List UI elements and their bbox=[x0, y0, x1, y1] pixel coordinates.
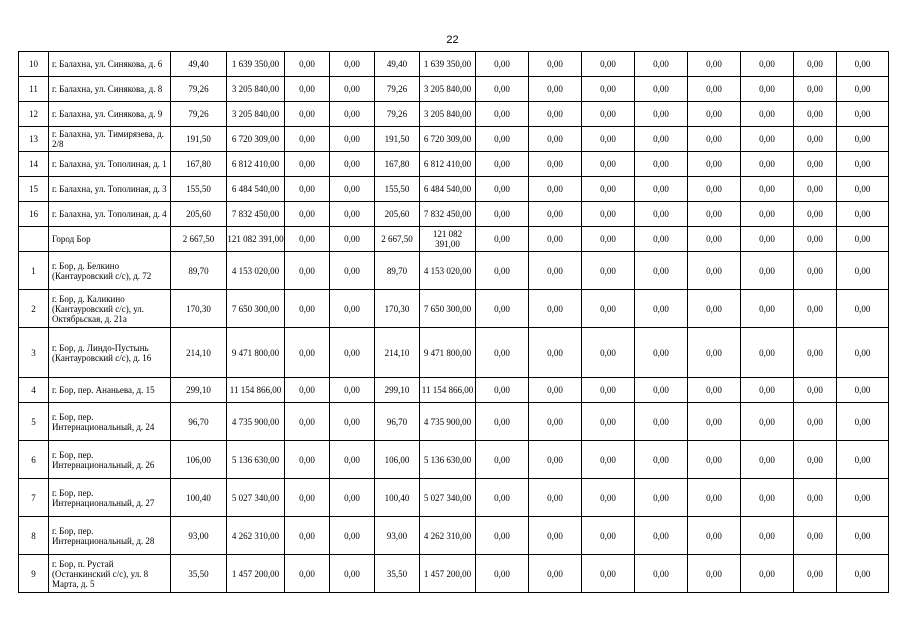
value-cell: 0,00 bbox=[837, 328, 889, 378]
value-cell: 0,00 bbox=[794, 555, 837, 593]
address-cell: г. Бор, пер. Ананьева, д. 15 bbox=[49, 378, 171, 403]
area-cell: 35,50 bbox=[375, 555, 420, 593]
value-cell: 0,00 bbox=[688, 290, 741, 328]
area-cell: 49,40 bbox=[375, 52, 420, 77]
address-cell: г. Балахна, ул. Тополиная, д. 1 bbox=[49, 152, 171, 177]
value-cell: 0,00 bbox=[837, 52, 889, 77]
value-cell: 0,00 bbox=[837, 403, 889, 441]
cost-cell: 4 735 900,00 bbox=[227, 403, 285, 441]
cost-cell: 5 136 630,00 bbox=[420, 441, 476, 479]
row-number bbox=[19, 227, 49, 252]
row-number: 6 bbox=[19, 441, 49, 479]
value-cell: 0,00 bbox=[688, 227, 741, 252]
value-cell: 0,00 bbox=[476, 127, 529, 152]
cost-cell: 4 262 310,00 bbox=[420, 517, 476, 555]
area-cell: 96,70 bbox=[375, 403, 420, 441]
table-row bbox=[19, 479, 889, 517]
value-cell: 0,00 bbox=[794, 152, 837, 177]
value-cell: 0,00 bbox=[741, 555, 794, 593]
cost-cell: 7 832 450,00 bbox=[420, 202, 476, 227]
address-cell: г. Балахна, ул. Синякова, д. 6 bbox=[49, 52, 171, 77]
value-cell: 0,00 bbox=[285, 328, 330, 378]
value-cell: 0,00 bbox=[330, 403, 375, 441]
value-cell: 0,00 bbox=[330, 378, 375, 403]
value-cell: 0,00 bbox=[330, 328, 375, 378]
cost-cell: 121 082 391,00 bbox=[420, 227, 476, 252]
value-cell: 0,00 bbox=[741, 177, 794, 202]
table-row bbox=[19, 252, 889, 290]
cost-cell: 3 205 840,00 bbox=[227, 102, 285, 127]
cost-cell: 7 650 300,00 bbox=[420, 290, 476, 328]
row-number: 14 bbox=[19, 152, 49, 177]
value-cell: 0,00 bbox=[794, 227, 837, 252]
value-cell: 0,00 bbox=[837, 378, 889, 403]
value-cell: 0,00 bbox=[688, 328, 741, 378]
cost-cell: 6 812 410,00 bbox=[227, 152, 285, 177]
value-cell: 0,00 bbox=[837, 479, 889, 517]
value-cell: 0,00 bbox=[582, 378, 635, 403]
row-number: 7 bbox=[19, 479, 49, 517]
value-cell: 0,00 bbox=[285, 378, 330, 403]
value-cell: 0,00 bbox=[635, 227, 688, 252]
value-cell: 0,00 bbox=[476, 177, 529, 202]
value-cell: 0,00 bbox=[476, 479, 529, 517]
value-cell: 0,00 bbox=[837, 152, 889, 177]
value-cell: 0,00 bbox=[582, 77, 635, 102]
table-row bbox=[19, 77, 889, 102]
area-cell: 167,80 bbox=[171, 152, 227, 177]
value-cell: 0,00 bbox=[476, 77, 529, 102]
value-cell: 0,00 bbox=[688, 403, 741, 441]
address-cell: г. Бор, пер. Интернациональный, д. 24 bbox=[49, 403, 171, 441]
cost-cell: 4 262 310,00 bbox=[227, 517, 285, 555]
area-cell: 299,10 bbox=[375, 378, 420, 403]
value-cell: 0,00 bbox=[635, 202, 688, 227]
value-cell: 0,00 bbox=[688, 202, 741, 227]
cost-cell: 1 639 350,00 bbox=[420, 52, 476, 77]
value-cell: 0,00 bbox=[582, 52, 635, 77]
value-cell: 0,00 bbox=[741, 479, 794, 517]
cost-cell: 6 484 540,00 bbox=[420, 177, 476, 202]
value-cell: 0,00 bbox=[837, 127, 889, 152]
value-cell: 0,00 bbox=[794, 177, 837, 202]
value-cell: 0,00 bbox=[582, 177, 635, 202]
value-cell: 0,00 bbox=[688, 152, 741, 177]
value-cell: 0,00 bbox=[794, 202, 837, 227]
value-cell: 0,00 bbox=[285, 290, 330, 328]
value-cell: 0,00 bbox=[635, 517, 688, 555]
address-cell: г. Бор, пер. Интернациональный, д. 28 bbox=[49, 517, 171, 555]
value-cell: 0,00 bbox=[330, 202, 375, 227]
value-cell: 0,00 bbox=[635, 102, 688, 127]
value-cell: 0,00 bbox=[285, 403, 330, 441]
value-cell: 0,00 bbox=[476, 102, 529, 127]
value-cell: 0,00 bbox=[688, 252, 741, 290]
cost-cell: 6 720 309,00 bbox=[227, 127, 285, 152]
cost-cell: 3 205 840,00 bbox=[420, 77, 476, 102]
row-number: 2 bbox=[19, 290, 49, 328]
value-cell: 0,00 bbox=[837, 441, 889, 479]
table-row bbox=[19, 378, 889, 403]
area-cell: 2 667,50 bbox=[375, 227, 420, 252]
value-cell: 0,00 bbox=[582, 152, 635, 177]
area-cell: 170,30 bbox=[375, 290, 420, 328]
value-cell: 0,00 bbox=[529, 517, 582, 555]
value-cell: 0,00 bbox=[741, 517, 794, 555]
table-row bbox=[19, 177, 889, 202]
value-cell: 0,00 bbox=[794, 517, 837, 555]
cost-cell: 1 457 200,00 bbox=[227, 555, 285, 593]
value-cell: 0,00 bbox=[529, 52, 582, 77]
value-cell: 0,00 bbox=[476, 555, 529, 593]
value-cell: 0,00 bbox=[635, 152, 688, 177]
value-cell: 0,00 bbox=[582, 555, 635, 593]
cost-cell: 121 082 391,00 bbox=[227, 227, 285, 252]
table-row bbox=[19, 517, 889, 555]
value-cell: 0,00 bbox=[476, 328, 529, 378]
value-cell: 0,00 bbox=[529, 555, 582, 593]
value-cell: 0,00 bbox=[741, 378, 794, 403]
row-number: 5 bbox=[19, 403, 49, 441]
value-cell: 0,00 bbox=[741, 127, 794, 152]
value-cell: 0,00 bbox=[330, 127, 375, 152]
value-cell: 0,00 bbox=[476, 517, 529, 555]
address-cell: г. Бор, д. Линдо-Пустынь (Кантауровский с/с), д. 16 bbox=[49, 328, 171, 378]
value-cell: 0,00 bbox=[635, 403, 688, 441]
value-cell: 0,00 bbox=[635, 328, 688, 378]
value-cell: 0,00 bbox=[529, 202, 582, 227]
address-cell: г. Бор, д. Белкино (Кантауровский с/с), д. 72 bbox=[49, 252, 171, 290]
value-cell: 0,00 bbox=[794, 290, 837, 328]
value-cell: 0,00 bbox=[529, 290, 582, 328]
table-body bbox=[19, 52, 889, 593]
value-cell: 0,00 bbox=[635, 52, 688, 77]
table-row bbox=[19, 127, 889, 152]
address-cell: г. Бор, пер. Интернациональный, д. 26 bbox=[49, 441, 171, 479]
table-row bbox=[19, 227, 889, 252]
value-cell: 0,00 bbox=[688, 378, 741, 403]
value-cell: 0,00 bbox=[635, 77, 688, 102]
value-cell: 0,00 bbox=[688, 52, 741, 77]
area-cell: 93,00 bbox=[171, 517, 227, 555]
value-cell: 0,00 bbox=[741, 77, 794, 102]
cost-cell: 9 471 800,00 bbox=[420, 328, 476, 378]
value-cell: 0,00 bbox=[285, 202, 330, 227]
row-number: 12 bbox=[19, 102, 49, 127]
address-cell: г. Балахна, ул. Синякова, д. 8 bbox=[49, 77, 171, 102]
area-cell: 214,10 bbox=[375, 328, 420, 378]
value-cell: 0,00 bbox=[688, 127, 741, 152]
area-cell: 106,00 bbox=[375, 441, 420, 479]
value-cell: 0,00 bbox=[285, 177, 330, 202]
value-cell: 0,00 bbox=[529, 479, 582, 517]
value-cell: 0,00 bbox=[330, 479, 375, 517]
row-number: 11 bbox=[19, 77, 49, 102]
area-cell: 167,80 bbox=[375, 152, 420, 177]
area-cell: 191,50 bbox=[171, 127, 227, 152]
value-cell: 0,00 bbox=[635, 252, 688, 290]
area-cell: 106,00 bbox=[171, 441, 227, 479]
cost-cell: 9 471 800,00 bbox=[227, 328, 285, 378]
value-cell: 0,00 bbox=[529, 252, 582, 290]
area-cell: 205,60 bbox=[171, 202, 227, 227]
value-cell: 0,00 bbox=[794, 479, 837, 517]
value-cell: 0,00 bbox=[794, 102, 837, 127]
value-cell: 0,00 bbox=[741, 227, 794, 252]
value-cell: 0,00 bbox=[688, 555, 741, 593]
value-cell: 0,00 bbox=[529, 403, 582, 441]
value-cell: 0,00 bbox=[529, 378, 582, 403]
value-cell: 0,00 bbox=[476, 290, 529, 328]
area-cell: 205,60 bbox=[375, 202, 420, 227]
table-row bbox=[19, 441, 889, 479]
value-cell: 0,00 bbox=[330, 441, 375, 479]
area-cell: 79,26 bbox=[375, 102, 420, 127]
value-cell: 0,00 bbox=[529, 77, 582, 102]
value-cell: 0,00 bbox=[285, 102, 330, 127]
value-cell: 0,00 bbox=[330, 177, 375, 202]
area-cell: 155,50 bbox=[375, 177, 420, 202]
value-cell: 0,00 bbox=[794, 403, 837, 441]
value-cell: 0,00 bbox=[837, 252, 889, 290]
value-cell: 0,00 bbox=[285, 77, 330, 102]
value-cell: 0,00 bbox=[285, 227, 330, 252]
value-cell: 0,00 bbox=[476, 403, 529, 441]
address-cell: г. Бор, д. Каликино (Кантауровский с/с), ул. Октябрьская, д. 21а bbox=[49, 290, 171, 328]
cost-cell: 6 812 410,00 bbox=[420, 152, 476, 177]
value-cell: 0,00 bbox=[476, 202, 529, 227]
cost-cell: 3 205 840,00 bbox=[227, 77, 285, 102]
area-cell: 214,10 bbox=[171, 328, 227, 378]
value-cell: 0,00 bbox=[688, 517, 741, 555]
area-cell: 49,40 bbox=[171, 52, 227, 77]
area-cell: 79,26 bbox=[171, 77, 227, 102]
cost-cell: 4 153 020,00 bbox=[420, 252, 476, 290]
value-cell: 0,00 bbox=[476, 152, 529, 177]
cost-cell: 1 639 350,00 bbox=[227, 52, 285, 77]
cost-cell: 5 027 340,00 bbox=[420, 479, 476, 517]
value-cell: 0,00 bbox=[476, 378, 529, 403]
row-number: 15 bbox=[19, 177, 49, 202]
area-cell: 79,26 bbox=[375, 77, 420, 102]
value-cell: 0,00 bbox=[330, 252, 375, 290]
value-cell: 0,00 bbox=[529, 227, 582, 252]
value-cell: 0,00 bbox=[741, 403, 794, 441]
cost-cell: 6 720 309,00 bbox=[420, 127, 476, 152]
value-cell: 0,00 bbox=[582, 441, 635, 479]
value-cell: 0,00 bbox=[529, 152, 582, 177]
area-cell: 79,26 bbox=[171, 102, 227, 127]
cost-cell: 7 650 300,00 bbox=[227, 290, 285, 328]
area-cell: 100,40 bbox=[375, 479, 420, 517]
cost-cell: 7 832 450,00 bbox=[227, 202, 285, 227]
value-cell: 0,00 bbox=[794, 328, 837, 378]
address-cell: г. Балахна, ул. Тимирязева, д. 2/8 bbox=[49, 127, 171, 152]
value-cell: 0,00 bbox=[476, 441, 529, 479]
value-cell: 0,00 bbox=[476, 252, 529, 290]
value-cell: 0,00 bbox=[635, 177, 688, 202]
value-cell: 0,00 bbox=[741, 52, 794, 77]
value-cell: 0,00 bbox=[529, 102, 582, 127]
address-cell: Город Бор bbox=[49, 227, 171, 252]
value-cell: 0,00 bbox=[330, 555, 375, 593]
value-cell: 0,00 bbox=[635, 378, 688, 403]
cost-cell: 4 153 020,00 bbox=[227, 252, 285, 290]
value-cell: 0,00 bbox=[285, 252, 330, 290]
value-cell: 0,00 bbox=[635, 441, 688, 479]
value-cell: 0,00 bbox=[794, 378, 837, 403]
value-cell: 0,00 bbox=[330, 102, 375, 127]
value-cell: 0,00 bbox=[635, 479, 688, 517]
address-cell: г. Бор, п. Рустай (Останкинский с/с), ул. 8 Марта, д. 5 bbox=[49, 555, 171, 593]
value-cell: 0,00 bbox=[741, 102, 794, 127]
value-cell: 0,00 bbox=[582, 328, 635, 378]
value-cell: 0,00 bbox=[582, 517, 635, 555]
value-cell: 0,00 bbox=[794, 252, 837, 290]
value-cell: 0,00 bbox=[794, 52, 837, 77]
value-cell: 0,00 bbox=[285, 52, 330, 77]
cost-cell: 5 027 340,00 bbox=[227, 479, 285, 517]
value-cell: 0,00 bbox=[688, 102, 741, 127]
value-cell: 0,00 bbox=[582, 127, 635, 152]
value-cell: 0,00 bbox=[837, 202, 889, 227]
table-row bbox=[19, 52, 889, 77]
cost-cell: 5 136 630,00 bbox=[227, 441, 285, 479]
value-cell: 0,00 bbox=[529, 441, 582, 479]
cost-cell: 11 154 866,00 bbox=[420, 378, 476, 403]
address-cell: г. Бор, пер. Интернациональный, д. 27 bbox=[49, 479, 171, 517]
value-cell: 0,00 bbox=[837, 517, 889, 555]
value-cell: 0,00 bbox=[285, 127, 330, 152]
value-cell: 0,00 bbox=[582, 102, 635, 127]
value-cell: 0,00 bbox=[837, 555, 889, 593]
value-cell: 0,00 bbox=[688, 441, 741, 479]
table-row bbox=[19, 102, 889, 127]
address-cell: г. Балахна, ул. Синякова, д. 9 bbox=[49, 102, 171, 127]
value-cell: 0,00 bbox=[635, 290, 688, 328]
area-cell: 93,00 bbox=[375, 517, 420, 555]
value-cell: 0,00 bbox=[330, 290, 375, 328]
area-cell: 2 667,50 bbox=[171, 227, 227, 252]
cost-cell: 4 735 900,00 bbox=[420, 403, 476, 441]
cost-cell: 11 154 866,00 bbox=[227, 378, 285, 403]
value-cell: 0,00 bbox=[582, 290, 635, 328]
value-cell: 0,00 bbox=[330, 227, 375, 252]
value-cell: 0,00 bbox=[582, 403, 635, 441]
value-cell: 0,00 bbox=[582, 202, 635, 227]
value-cell: 0,00 bbox=[688, 77, 741, 102]
value-cell: 0,00 bbox=[476, 227, 529, 252]
value-cell: 0,00 bbox=[741, 441, 794, 479]
row-number: 9 bbox=[19, 555, 49, 593]
value-cell: 0,00 bbox=[794, 127, 837, 152]
value-cell: 0,00 bbox=[285, 479, 330, 517]
page-number: 22 bbox=[446, 34, 459, 46]
address-cell: г. Балахна, ул. Тополиная, д. 4 bbox=[49, 202, 171, 227]
value-cell: 0,00 bbox=[635, 127, 688, 152]
value-cell: 0,00 bbox=[741, 290, 794, 328]
value-cell: 0,00 bbox=[285, 517, 330, 555]
value-cell: 0,00 bbox=[285, 555, 330, 593]
value-cell: 0,00 bbox=[330, 152, 375, 177]
value-cell: 0,00 bbox=[529, 177, 582, 202]
housing-table bbox=[18, 51, 889, 593]
area-cell: 89,70 bbox=[171, 252, 227, 290]
area-cell: 35,50 bbox=[171, 555, 227, 593]
area-cell: 170,30 bbox=[171, 290, 227, 328]
value-cell: 0,00 bbox=[837, 177, 889, 202]
area-cell: 96,70 bbox=[171, 403, 227, 441]
value-cell: 0,00 bbox=[582, 479, 635, 517]
area-cell: 100,40 bbox=[171, 479, 227, 517]
value-cell: 0,00 bbox=[741, 252, 794, 290]
value-cell: 0,00 bbox=[837, 227, 889, 252]
cost-cell: 3 205 840,00 bbox=[420, 102, 476, 127]
value-cell: 0,00 bbox=[837, 77, 889, 102]
value-cell: 0,00 bbox=[582, 252, 635, 290]
value-cell: 0,00 bbox=[330, 52, 375, 77]
row-number: 3 bbox=[19, 328, 49, 378]
value-cell: 0,00 bbox=[837, 290, 889, 328]
row-number: 13 bbox=[19, 127, 49, 152]
value-cell: 0,00 bbox=[794, 441, 837, 479]
row-number: 1 bbox=[19, 252, 49, 290]
row-number: 16 bbox=[19, 202, 49, 227]
area-cell: 299,10 bbox=[171, 378, 227, 403]
value-cell: 0,00 bbox=[582, 227, 635, 252]
value-cell: 0,00 bbox=[837, 102, 889, 127]
table-row bbox=[19, 403, 889, 441]
value-cell: 0,00 bbox=[635, 555, 688, 593]
value-cell: 0,00 bbox=[476, 52, 529, 77]
value-cell: 0,00 bbox=[741, 328, 794, 378]
cost-cell: 1 457 200,00 bbox=[420, 555, 476, 593]
value-cell: 0,00 bbox=[330, 77, 375, 102]
address-cell: г. Балахна, ул. Тополиная, д. 3 bbox=[49, 177, 171, 202]
value-cell: 0,00 bbox=[529, 328, 582, 378]
value-cell: 0,00 bbox=[741, 202, 794, 227]
table-row bbox=[19, 555, 889, 593]
area-cell: 191,50 bbox=[375, 127, 420, 152]
table-row bbox=[19, 152, 889, 177]
area-cell: 155,50 bbox=[171, 177, 227, 202]
row-number: 4 bbox=[19, 378, 49, 403]
row-number: 8 bbox=[19, 517, 49, 555]
table-row bbox=[19, 328, 889, 378]
value-cell: 0,00 bbox=[330, 517, 375, 555]
value-cell: 0,00 bbox=[688, 479, 741, 517]
row-number: 10 bbox=[19, 52, 49, 77]
value-cell: 0,00 bbox=[741, 152, 794, 177]
value-cell: 0,00 bbox=[794, 77, 837, 102]
value-cell: 0,00 bbox=[285, 441, 330, 479]
table-row bbox=[19, 202, 889, 227]
value-cell: 0,00 bbox=[285, 152, 330, 177]
value-cell: 0,00 bbox=[688, 177, 741, 202]
cost-cell: 6 484 540,00 bbox=[227, 177, 285, 202]
area-cell: 89,70 bbox=[375, 252, 420, 290]
table-row bbox=[19, 290, 889, 328]
value-cell: 0,00 bbox=[529, 127, 582, 152]
